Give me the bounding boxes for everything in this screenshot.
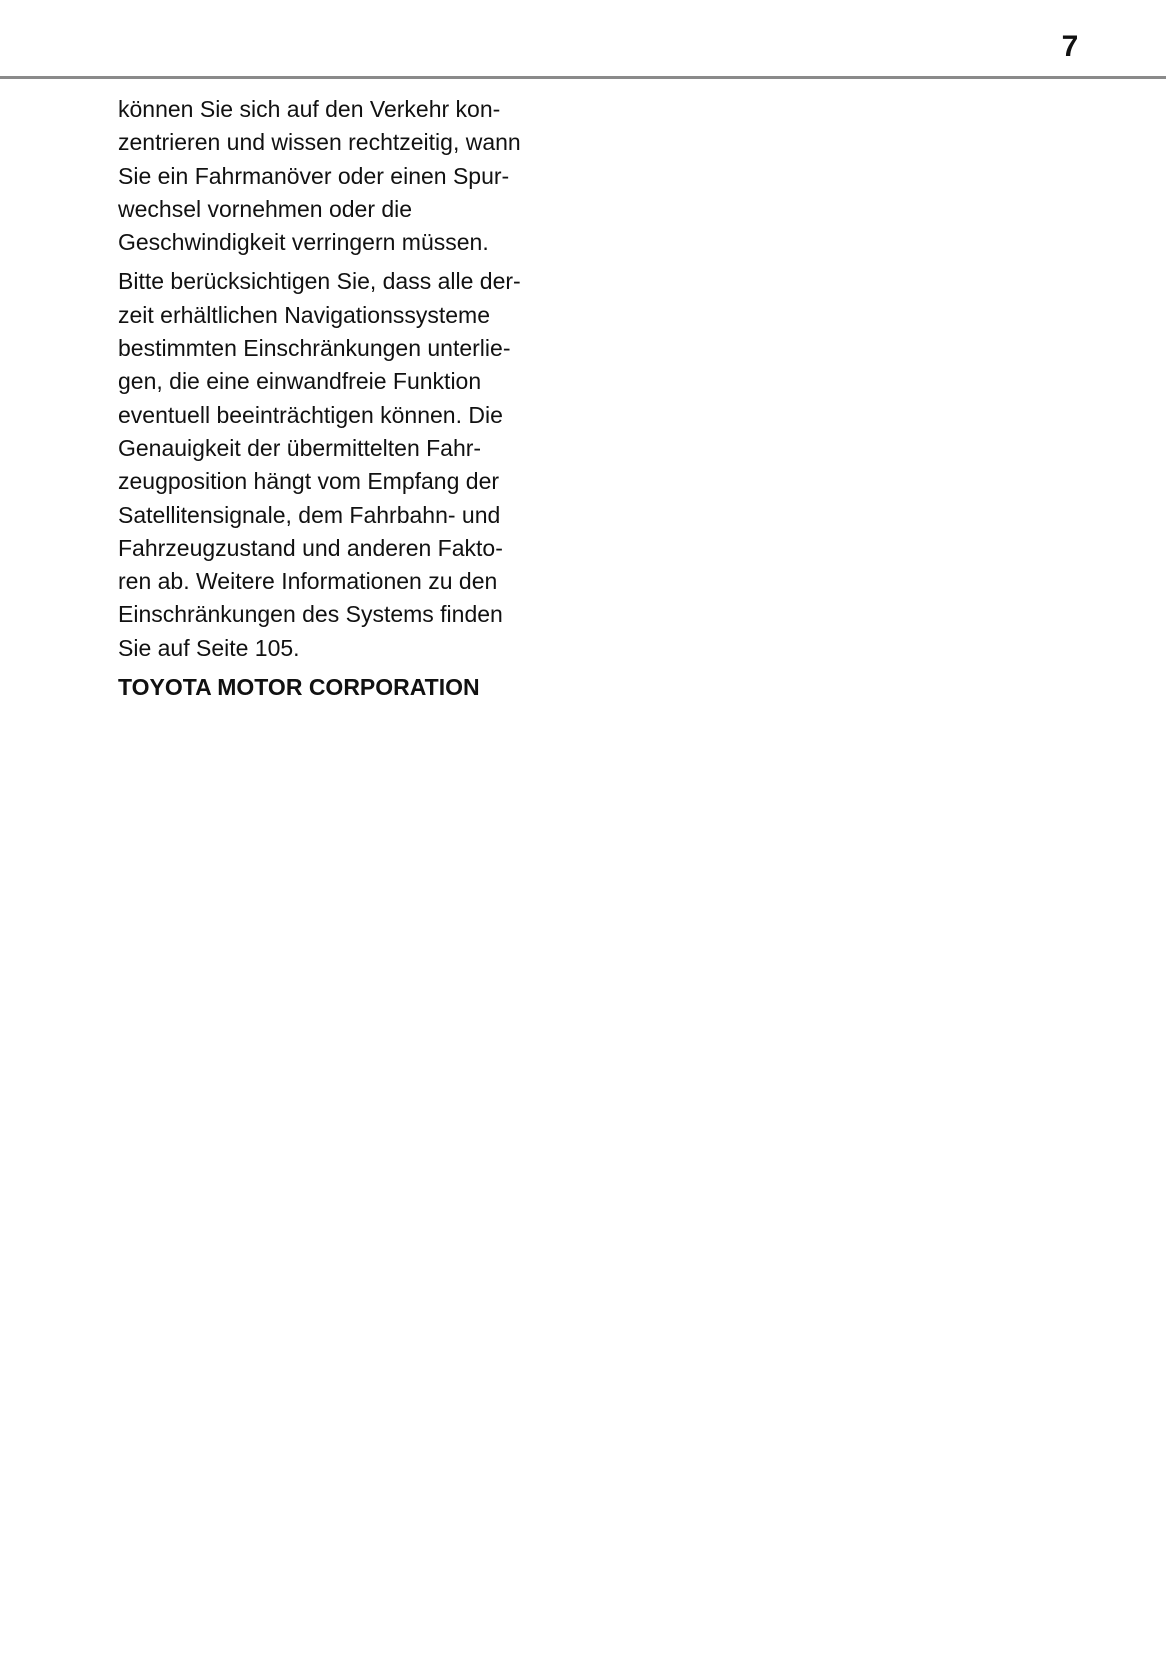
paragraph-line: Genauigkeit der übermittelten Fahr- bbox=[118, 434, 482, 461]
paragraph-line: zentrieren und wissen rechtzeitig, wann bbox=[118, 129, 521, 156]
company-signature: TOYOTA MOTOR CORPORATION bbox=[118, 674, 480, 701]
paragraph-line: Geschwindigkeit verringern müssen. bbox=[118, 229, 489, 256]
paragraph-line: ren ab. Weitere Informationen zu den bbox=[118, 568, 498, 595]
paragraph-line: Sie ein Fahrmanöver oder einen Spur- bbox=[118, 162, 510, 189]
paragraph-1 bbox=[118, 93, 578, 259]
paragraph-line: können Sie sich auf den Verkehr kon- bbox=[118, 96, 501, 122]
paragraph-2 bbox=[118, 265, 578, 665]
paragraph-line: bestimmten Einschränkungen unterlie- bbox=[118, 335, 511, 362]
paragraph-line: zeit erhältlichen Navigationssysteme bbox=[118, 301, 491, 328]
paragraph-line: Fahrzeugzustand und anderen Fakto- bbox=[118, 534, 503, 561]
paragraph-line: Einschränkungen des Systems finden bbox=[118, 601, 503, 628]
body-text-column bbox=[118, 93, 578, 704]
paragraph-line: Sie auf Seite 105. bbox=[118, 634, 300, 661]
paragraph-line: zeugposition hängt vom Empfang der bbox=[118, 468, 500, 495]
page-number: 7 bbox=[1061, 30, 1079, 63]
paragraph-line: gen, die eine einwandfreie Funktion bbox=[118, 368, 482, 395]
paragraph-line: wechsel vornehmen oder die bbox=[118, 195, 413, 222]
paragraph-line: eventuell beeinträchtigen können. Die bbox=[118, 401, 503, 428]
paragraph-line: Satellitensignale, dem Fahrbahn- und bbox=[118, 501, 501, 528]
header-rule bbox=[0, 76, 1166, 79]
paragraph-line: Bitte berücksichtigen Sie, dass alle der- bbox=[118, 268, 521, 295]
